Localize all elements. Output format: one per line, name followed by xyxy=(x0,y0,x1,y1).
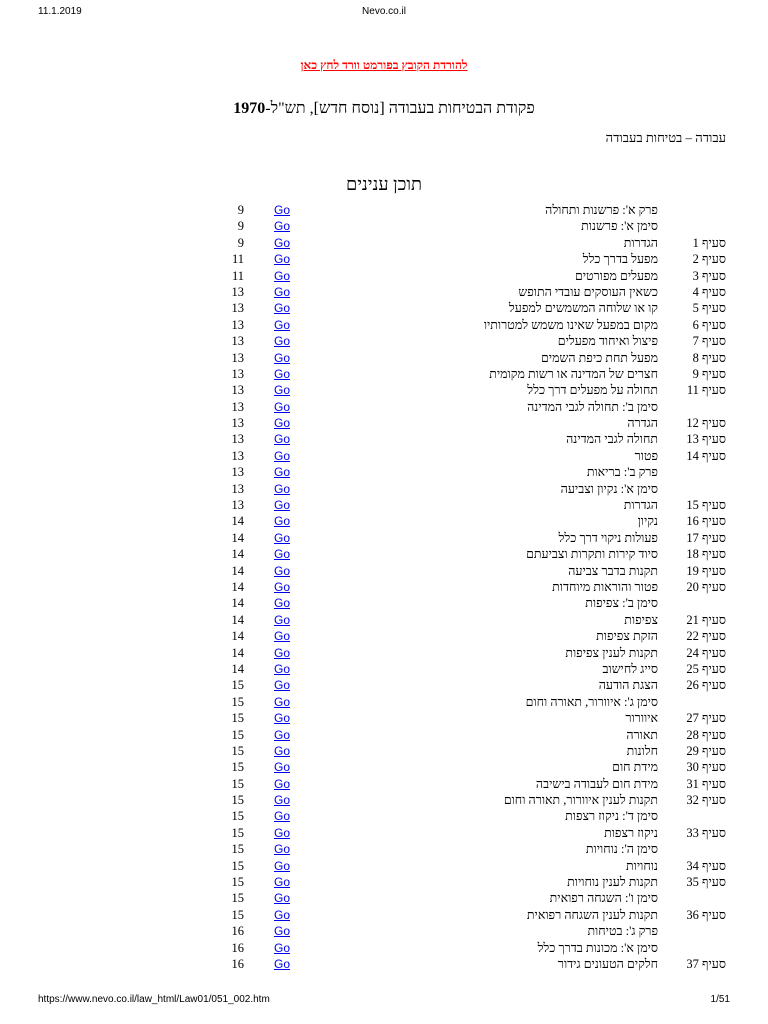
toc-go-link[interactable]: Go xyxy=(274,809,291,824)
toc-row xyxy=(0,858,768,874)
toc-section-number: סעיף 1 xyxy=(692,235,726,250)
toc-go-link[interactable]: Go xyxy=(274,579,291,594)
toc-row xyxy=(0,251,768,267)
toc-row xyxy=(0,563,768,579)
toc-go-link[interactable]: Go xyxy=(274,776,291,791)
toc-go-link[interactable]: Go xyxy=(274,432,291,447)
toc-row xyxy=(0,956,768,972)
toc-title: כשאין העוסקים עובדי התופש xyxy=(518,284,658,299)
toc-row xyxy=(0,907,768,923)
toc-row xyxy=(0,202,768,218)
toc-section-number: סעיף 12 xyxy=(686,416,726,431)
toc-go-link[interactable]: Go xyxy=(274,645,291,660)
toc-row xyxy=(0,743,768,759)
toc-title: הצגת הודעה xyxy=(598,678,658,693)
law-title-name: פקודת הבטיחות בעבודה [נוסח חדש], תש"ל- xyxy=(265,100,535,117)
toc-section-number: סעיף 37 xyxy=(686,956,726,971)
toc-go-link[interactable]: Go xyxy=(274,842,291,857)
toc-page-number: 14 xyxy=(231,514,244,529)
toc-row xyxy=(0,333,768,349)
toc-go-link[interactable]: Go xyxy=(274,252,291,267)
toc-section-number: סעיף 30 xyxy=(686,760,726,775)
toc-page-number: 13 xyxy=(231,399,244,414)
toc-title: חלונות xyxy=(626,743,658,758)
toc-section-number: סעיף 3 xyxy=(692,268,726,283)
toc-title: סימן א': מכונות בדרך כלל xyxy=(537,940,658,955)
toc-section-number: סעיף 32 xyxy=(686,793,726,808)
toc-title: נוחויות xyxy=(626,858,658,873)
toc-title: תחולה על מפעלים דרך כלל xyxy=(527,383,658,398)
toc-go-link[interactable]: Go xyxy=(274,563,291,578)
toc-section-number: סעיף 28 xyxy=(686,727,726,742)
toc-section-number: סעיף 9 xyxy=(692,366,726,381)
toc-section-number: סעיף 16 xyxy=(686,514,726,529)
toc-row xyxy=(0,612,768,628)
toc-page-number: 16 xyxy=(231,924,244,939)
toc-page-number: 14 xyxy=(231,563,244,578)
toc-row xyxy=(0,792,768,808)
toc-row xyxy=(0,268,768,284)
toc-row xyxy=(0,694,768,710)
toc-section-number: סעיף 7 xyxy=(692,334,726,349)
toc-go-link[interactable]: Go xyxy=(274,891,291,906)
toc-page-number: 15 xyxy=(231,907,244,922)
toc-page-number: 15 xyxy=(231,891,244,906)
toc-title: תקנות לענין איוורור, תאורה וחום xyxy=(503,793,658,808)
toc-row xyxy=(0,890,768,906)
toc-section-number: סעיף 20 xyxy=(686,579,726,594)
toc-section-number: סעיף 6 xyxy=(692,317,726,332)
toc-row xyxy=(0,497,768,513)
toc-go-link[interactable]: Go xyxy=(274,301,291,316)
toc-title: נקיון xyxy=(637,514,658,529)
toc-section-number: סעיף 34 xyxy=(686,858,726,873)
toc-page-number: 13 xyxy=(231,301,244,316)
toc-title: פטור xyxy=(634,448,658,463)
toc-section-number: סעיף 25 xyxy=(686,661,726,676)
toc-row xyxy=(0,431,768,447)
toc-row xyxy=(0,645,768,661)
toc-row xyxy=(0,776,768,792)
toc-go-link[interactable]: Go xyxy=(274,793,291,808)
toc-title: פרק ג': בטיחות xyxy=(587,924,658,939)
toc-section-number: סעיף 26 xyxy=(686,678,726,693)
toc-row xyxy=(0,218,768,234)
toc-title: סימן ב': תחולה לגבי המדינה xyxy=(527,399,658,414)
toc-title: פרק א': פרשנות ותחולה xyxy=(545,203,658,217)
toc-page-number: 15 xyxy=(231,825,244,840)
toc-title: מפעל תחת כיפת השמים xyxy=(541,350,658,365)
toc-row xyxy=(0,546,768,562)
toc-title: סימן ב': צפיפות xyxy=(585,596,658,611)
toc-title: מידת חום xyxy=(612,760,658,775)
toc-page-number: 13 xyxy=(231,498,244,513)
toc-page-number: 15 xyxy=(231,875,244,890)
toc-title: מפעל בדרך כלל xyxy=(582,252,658,267)
toc-title: הגדרות xyxy=(623,235,658,250)
toc-title: קו או שלוחה המשמשים למפעל xyxy=(508,301,658,316)
toc-title: סימן א': נקיון וצביעה xyxy=(560,481,658,496)
toc-section-number: סעיף 14 xyxy=(686,448,726,463)
toc-section-number: סעיף 21 xyxy=(686,612,726,627)
toc-go-link[interactable]: Go xyxy=(274,399,291,414)
toc-title: תקנות בדבר צביעה xyxy=(568,563,658,578)
toc-go-link[interactable]: Go xyxy=(274,661,291,676)
toc-page-number: 13 xyxy=(231,448,244,463)
toc-go-link[interactable]: Go xyxy=(274,498,291,513)
toc-go-link[interactable]: Go xyxy=(274,924,291,939)
toc-page-number: 15 xyxy=(231,678,244,693)
toc-go-link[interactable]: Go xyxy=(274,448,291,463)
toc-go-link[interactable]: Go xyxy=(274,235,291,250)
toc-go-link[interactable]: Go xyxy=(274,629,291,644)
toc-page-number: 9 xyxy=(237,219,244,234)
toc-page-number: 14 xyxy=(231,530,244,545)
toc-row xyxy=(0,759,768,775)
toc-title: חלקים הטעונים גידור xyxy=(557,956,658,971)
toc-page-number: 14 xyxy=(231,661,244,676)
toc-title: הגדרות xyxy=(623,498,658,513)
toc-page-number: 15 xyxy=(231,727,244,742)
toc-row xyxy=(0,874,768,890)
print-footer xyxy=(0,994,768,1008)
toc-go-link[interactable]: Go xyxy=(274,203,291,217)
toc-page-number: 16 xyxy=(231,940,244,955)
toc-row xyxy=(0,448,768,464)
toc-title: תקנות לענין צפיפות xyxy=(565,645,658,660)
toc-section-number: סעיף 29 xyxy=(686,743,726,758)
toc-page-number: 15 xyxy=(231,760,244,775)
toc-section-number: סעיף 31 xyxy=(686,776,726,791)
toc-page-number: 14 xyxy=(231,612,244,627)
toc-section-number: סעיף 11 xyxy=(686,383,726,398)
toc-row xyxy=(0,464,768,480)
toc-title: הגדרה xyxy=(627,416,658,431)
toc-go-link[interactable]: Go xyxy=(274,268,291,283)
toc-page-number: 13 xyxy=(231,416,244,431)
toc-section-number: סעיף 36 xyxy=(686,907,726,922)
toc-title: איוורור xyxy=(625,711,658,726)
toc-page-number: 14 xyxy=(231,645,244,660)
toc-row xyxy=(0,481,768,497)
toc-row xyxy=(0,366,768,382)
download-word-link[interactable]: להורדת הקובץ בפורמט וורד לחץ כאן xyxy=(300,58,468,72)
toc-go-link[interactable]: Go xyxy=(274,416,291,431)
toc-page-number: 13 xyxy=(231,317,244,332)
toc-section-number: סעיף 4 xyxy=(692,284,726,299)
toc-row xyxy=(0,595,768,611)
toc-list xyxy=(0,202,768,972)
toc-page-number: 15 xyxy=(231,809,244,824)
toc-title: פטור והוראות מיוחדות xyxy=(552,579,658,594)
toc-page-number: 9 xyxy=(237,203,244,217)
toc-title: סימן א': פרשנות xyxy=(581,219,658,234)
toc-title: תחולה לגבי המדינה xyxy=(566,432,658,447)
print-page-number: 1/51 xyxy=(710,994,730,1005)
toc-go-link[interactable]: Go xyxy=(274,711,291,726)
toc-title: סימן ג': איוורור, תאורה וחום xyxy=(525,694,658,709)
toc-section-number: סעיף 33 xyxy=(686,825,726,840)
toc-page-number: 13 xyxy=(231,432,244,447)
print-date: 11.1.2019 xyxy=(38,6,82,17)
toc-go-link[interactable]: Go xyxy=(274,219,291,234)
print-header xyxy=(0,6,768,20)
toc-row xyxy=(0,677,768,693)
toc-row xyxy=(0,940,768,956)
toc-section-number: סעיף 8 xyxy=(692,350,726,365)
toc-page-number: 13 xyxy=(231,481,244,496)
toc-row xyxy=(0,399,768,415)
toc-title: סימן ד': ניקוז רצפות xyxy=(565,809,658,824)
law-category: עבודה – בטיחות בעבודה xyxy=(605,130,726,145)
toc-page-number: 15 xyxy=(231,711,244,726)
toc-title: סימן ה': נוחויות xyxy=(585,842,658,857)
toc-page-number: 13 xyxy=(231,383,244,398)
toc-go-link[interactable]: Go xyxy=(274,907,291,922)
toc-page-number: 14 xyxy=(231,547,244,562)
toc-section-number: סעיף 18 xyxy=(686,547,726,562)
toc-title: פיצול ואיחוד מפעלים xyxy=(557,334,658,349)
toc-title: סייג לחישוב xyxy=(602,661,658,676)
toc-go-link[interactable]: Go xyxy=(274,694,291,709)
toc-go-link[interactable]: Go xyxy=(274,334,291,349)
toc-title: סימן ו': השגחה רפואית xyxy=(549,891,658,906)
toc-go-link[interactable]: Go xyxy=(274,760,291,775)
toc-go-link[interactable]: Go xyxy=(274,612,291,627)
toc-go-link[interactable]: Go xyxy=(274,366,291,381)
toc-title: תקנות לענין נוחויות xyxy=(567,875,658,890)
toc-page-number: 15 xyxy=(231,842,244,857)
toc-title: תקנות לענין השגחה רפואית xyxy=(526,907,658,922)
toc-title: חצרים של המדינה או רשות מקומית xyxy=(489,366,658,381)
toc-section-number: סעיף 13 xyxy=(686,432,726,447)
toc-page-number: 13 xyxy=(231,350,244,365)
toc-page-number: 11 xyxy=(231,252,244,267)
toc-title: ניקוז רצפות xyxy=(604,825,658,840)
toc-section-number: סעיף 5 xyxy=(692,301,726,316)
print-url: https://www.nevo.co.il/law_html/Law01/051_002.htm xyxy=(38,994,270,1005)
toc-row xyxy=(0,923,768,939)
toc-title: הזקת צפיפות xyxy=(596,629,658,644)
law-title xyxy=(0,100,768,118)
toc-page-number: 14 xyxy=(231,596,244,611)
toc-row xyxy=(0,727,768,743)
toc-page-number: 14 xyxy=(231,579,244,594)
toc-page-number: 13 xyxy=(231,465,244,480)
toc-go-link[interactable]: Go xyxy=(274,956,291,971)
toc-title: תאורה xyxy=(626,727,658,742)
toc-go-link[interactable]: Go xyxy=(274,743,291,758)
toc-title: מפעלים מפורטים xyxy=(574,268,658,283)
toc-page-number: 13 xyxy=(231,366,244,381)
toc-page-number: 9 xyxy=(237,235,244,250)
toc-section-number: סעיף 35 xyxy=(686,875,726,890)
toc-section-number: סעיף 27 xyxy=(686,711,726,726)
toc-page-number: 14 xyxy=(231,629,244,644)
toc-page-number: 15 xyxy=(231,858,244,873)
toc-row xyxy=(0,415,768,431)
toc-section-number: סעיף 19 xyxy=(686,563,726,578)
toc-go-link[interactable]: Go xyxy=(274,940,291,955)
toc-title: פרק ב': בריאות xyxy=(586,465,658,480)
toc-page-number: 15 xyxy=(231,776,244,791)
toc-row xyxy=(0,579,768,595)
toc-go-link[interactable]: Go xyxy=(274,317,291,332)
toc-row xyxy=(0,513,768,529)
toc-go-link[interactable]: Go xyxy=(274,383,291,398)
toc-go-link[interactable]: Go xyxy=(274,875,291,890)
toc-row xyxy=(0,628,768,644)
toc-go-link[interactable]: Go xyxy=(274,350,291,365)
toc-go-link[interactable]: Go xyxy=(274,858,291,873)
toc-row xyxy=(0,808,768,824)
toc-row xyxy=(0,284,768,300)
print-site: Nevo.co.il xyxy=(362,6,406,17)
toc-section-number: סעיף 17 xyxy=(686,530,726,545)
toc-go-link[interactable]: Go xyxy=(274,465,291,480)
toc-row xyxy=(0,710,768,726)
toc-title: סיוד קירות ותקרות וצביעתם xyxy=(526,547,658,562)
toc-section-number: סעיף 22 xyxy=(686,629,726,644)
toc-go-link[interactable]: Go xyxy=(274,481,291,496)
toc-title: פעולות ניקוי דרך כלל xyxy=(558,530,658,545)
toc-row xyxy=(0,317,768,333)
toc-page-number: 16 xyxy=(231,956,244,971)
toc-section-number: סעיף 2 xyxy=(692,252,726,267)
toc-page-number: 13 xyxy=(231,334,244,349)
toc-go-link[interactable]: Go xyxy=(274,530,291,545)
toc-go-link[interactable]: Go xyxy=(274,678,291,693)
toc-page-number: 15 xyxy=(231,694,244,709)
law-title-year: 1970 xyxy=(233,100,266,117)
toc-row xyxy=(0,530,768,546)
toc-row xyxy=(0,661,768,677)
toc-go-link[interactable]: Go xyxy=(274,825,291,840)
toc-go-link[interactable]: Go xyxy=(274,284,291,299)
toc-row xyxy=(0,300,768,316)
toc-page-number: 11 xyxy=(231,268,244,283)
toc-go-link[interactable]: Go xyxy=(274,547,291,562)
toc-go-link[interactable]: Go xyxy=(274,596,291,611)
toc-row xyxy=(0,382,768,398)
toc-page-number: 15 xyxy=(231,743,244,758)
toc-page-number: 13 xyxy=(231,284,244,299)
toc-row xyxy=(0,841,768,857)
toc-go-link[interactable]: Go xyxy=(274,727,291,742)
toc-title: צפיפות xyxy=(624,612,658,627)
toc-title: מקום במפעל שאינו משמש למטרותיו xyxy=(483,317,658,332)
toc-title: מידת חום לעבודה בישיבה xyxy=(535,776,658,791)
toc-go-link[interactable]: Go xyxy=(274,514,291,529)
toc-section-number: סעיף 24 xyxy=(686,645,726,660)
toc-page-number: 15 xyxy=(231,793,244,808)
toc-row xyxy=(0,350,768,366)
toc-section-number: סעיף 15 xyxy=(686,498,726,513)
toc-row xyxy=(0,235,768,251)
toc-heading: תוכן ענינים xyxy=(345,174,423,194)
toc-row xyxy=(0,825,768,841)
